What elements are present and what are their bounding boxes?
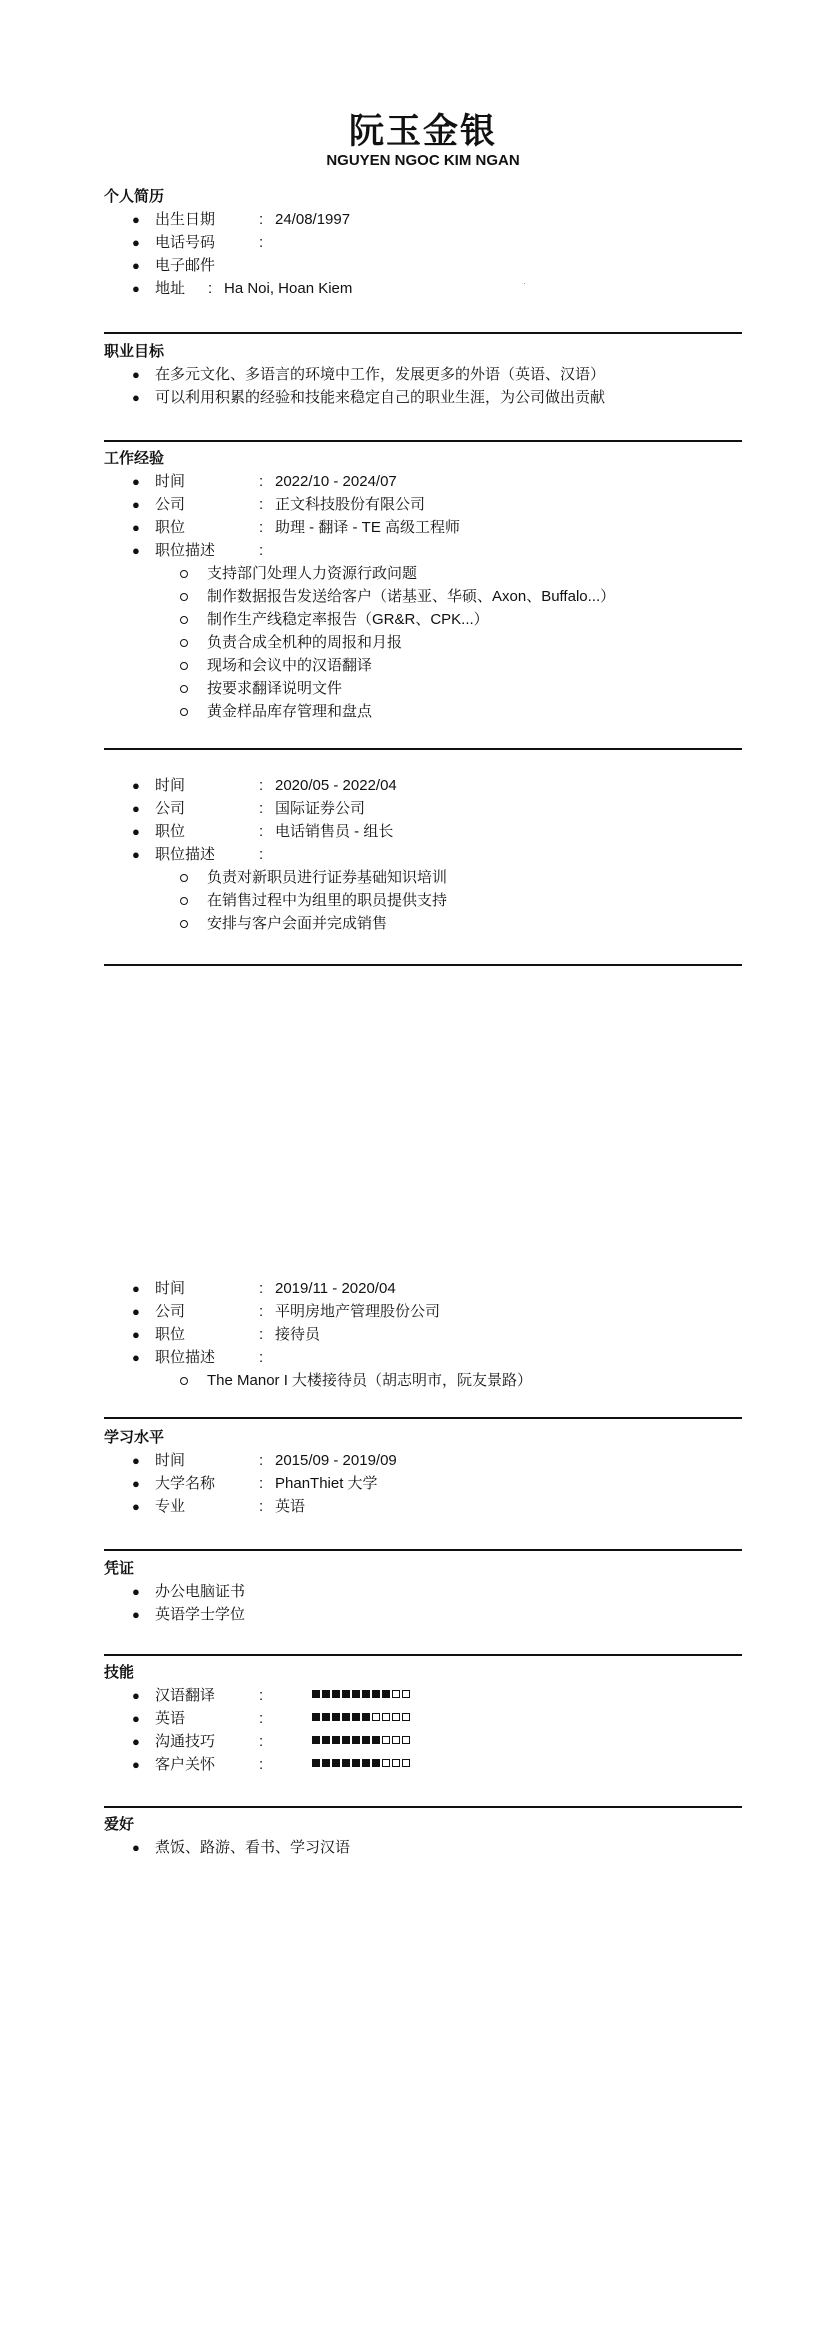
colon: : <box>259 1475 264 1492</box>
circle-bullet <box>180 639 188 647</box>
field-label: 专业 <box>155 1498 186 1515</box>
skill-square-filled <box>322 1690 330 1698</box>
job-position <box>104 820 742 843</box>
colon: : <box>259 496 264 513</box>
skill-square-filled <box>352 1736 360 1744</box>
field-label: 大学名称 <box>155 1475 216 1492</box>
skill-square-filled <box>372 1690 380 1698</box>
colon: : <box>259 1687 264 1704</box>
colon: : <box>259 1498 264 1515</box>
colon: : <box>208 280 213 297</box>
duty-item <box>104 654 742 677</box>
education-section <box>104 1427 742 1518</box>
colon: : <box>259 234 264 251</box>
skill-square-filled <box>322 1736 330 1744</box>
job-company <box>104 797 742 820</box>
colon: : <box>259 1326 264 1343</box>
field-value: 接待员 <box>275 1326 321 1343</box>
field-value: PhanThiet 大学 <box>275 1475 378 1492</box>
skill-square-filled <box>362 1759 370 1767</box>
skill-square-empty <box>392 1759 400 1767</box>
field-label: 英语 <box>155 1710 186 1727</box>
duty-item <box>104 889 742 912</box>
circle-bullet <box>180 662 188 670</box>
field-label: 职位 <box>155 823 186 840</box>
field-value: 助理 - 翻译 - TE 高级工程师 <box>275 519 460 536</box>
divider <box>104 1654 742 1656</box>
skill-square-filled <box>342 1759 350 1767</box>
duty-item <box>104 1369 742 1392</box>
skill-square-empty <box>402 1736 410 1744</box>
bullet: ● <box>132 1499 140 1514</box>
bullet: ● <box>132 281 140 296</box>
skill-square-empty <box>392 1690 400 1698</box>
duty-text: 制作生产线稳定率报告（GR&R、CPK...） <box>207 611 489 628</box>
field-label: 出生日期 <box>155 211 216 228</box>
field-label: 职位描述 <box>155 846 216 863</box>
skill-square-empty <box>392 1736 400 1744</box>
duty-item <box>104 866 742 889</box>
circle-bullet <box>180 1377 188 1385</box>
colon: : <box>259 1280 264 1297</box>
bullet: ● <box>132 367 140 382</box>
duty-text: 现场和会议中的汉语翻译 <box>207 657 373 674</box>
field-value: 2020/05 - 2022/04 <box>275 777 397 794</box>
divider <box>104 332 742 334</box>
list-item <box>104 363 742 386</box>
bullet: ● <box>132 778 140 793</box>
field-label: 职位 <box>155 519 186 536</box>
field-value: 正文科技股份有限公司 <box>275 496 426 513</box>
profile-email <box>104 254 742 277</box>
section-title: 凭证 <box>104 1560 135 1577</box>
skill-square-empty <box>402 1713 410 1721</box>
skill-square-filled <box>342 1736 350 1744</box>
circle-bullet <box>180 685 188 693</box>
bullet: ● <box>132 801 140 816</box>
field-label: 时间 <box>155 777 186 794</box>
stray-dot <box>524 283 525 284</box>
skill-square-empty <box>402 1759 410 1767</box>
skill-square-filled <box>332 1736 340 1744</box>
skills-section <box>104 1662 742 1776</box>
hobbies-section <box>104 1814 742 1859</box>
colon: : <box>259 846 264 863</box>
job-description <box>104 1346 742 1369</box>
field-value: 2022/10 - 2024/07 <box>275 473 397 490</box>
skill-square-empty <box>402 1690 410 1698</box>
bullet: ● <box>132 824 140 839</box>
field-value: Ha Noi, Hoan Kiem <box>224 280 353 297</box>
objective-section <box>104 341 742 409</box>
profile-birthdate <box>104 208 742 231</box>
skill-square-filled <box>342 1690 350 1698</box>
divider <box>104 1549 742 1551</box>
bullet: ● <box>132 1711 140 1726</box>
field-label: 职位 <box>155 1326 186 1343</box>
edu-university <box>104 1472 742 1495</box>
bullet: ● <box>132 1476 140 1491</box>
edu-time <box>104 1449 742 1472</box>
profile-address <box>104 277 742 300</box>
colon: : <box>259 211 264 228</box>
skill-square-filled <box>312 1736 320 1744</box>
item-text: 煮饭、路游、看书、学习汉语 <box>155 1839 351 1856</box>
divider <box>104 748 742 750</box>
field-value: 国际证券公司 <box>275 800 366 817</box>
colon: : <box>259 823 264 840</box>
skill-square-filled <box>362 1736 370 1744</box>
bullet: ● <box>132 1304 140 1319</box>
skill-meter <box>312 1690 410 1698</box>
circle-bullet <box>180 570 188 578</box>
section-title: 技能 <box>104 1664 135 1681</box>
duty-text: 支持部门处理人力资源行政问题 <box>207 565 418 582</box>
bullet: ● <box>132 543 140 558</box>
duty-item <box>104 631 742 654</box>
skill-square-filled <box>372 1736 380 1744</box>
skill-square-filled <box>352 1759 360 1767</box>
duty-text: The Manor I 大楼接待员（胡志明市，阮友景路） <box>207 1372 533 1389</box>
bullet: ● <box>132 1840 140 1855</box>
duty-text: 按要求翻译说明文件 <box>207 680 343 697</box>
skill-square-filled <box>332 1690 340 1698</box>
skill-square-filled <box>312 1690 320 1698</box>
duty-item <box>104 912 742 935</box>
field-value: 2015/09 - 2019/09 <box>275 1452 397 1469</box>
job-description <box>104 843 742 866</box>
duty-text: 在销售过程中为组里的职员提供支持 <box>207 892 448 909</box>
edu-major <box>104 1495 742 1518</box>
field-label: 汉语翻译 <box>155 1687 216 1704</box>
section-title: 工作经验 <box>104 450 165 467</box>
divider <box>104 1417 742 1419</box>
field-label: 电话号码 <box>155 234 216 251</box>
profile-phone <box>104 231 742 254</box>
skill-square-filled <box>312 1713 320 1721</box>
skill-square-filled <box>362 1713 370 1721</box>
bullet: ● <box>132 1757 140 1772</box>
list-item <box>104 1603 742 1626</box>
skill-row <box>104 1753 742 1776</box>
skill-meter <box>312 1713 410 1721</box>
job-position <box>104 1323 742 1346</box>
duty-item <box>104 700 742 723</box>
colon: : <box>259 473 264 490</box>
skill-square-empty <box>372 1713 380 1721</box>
bullet: ● <box>132 212 140 227</box>
field-value: 24/08/1997 <box>275 211 351 228</box>
duty-item <box>104 585 742 608</box>
item-text: 在多元文化、多语言的环境中工作，发展更多的外语（英语、汉语） <box>155 366 606 383</box>
job-time <box>104 774 742 797</box>
skill-meter <box>312 1736 410 1744</box>
circle-bullet <box>180 874 188 882</box>
field-label: 时间 <box>155 473 186 490</box>
field-value: 2019/11 - 2020/04 <box>275 1280 396 1297</box>
field-label: 职位描述 <box>155 1349 216 1366</box>
circle-bullet <box>180 920 188 928</box>
colon: : <box>259 1349 264 1366</box>
bullet: ● <box>132 235 140 250</box>
divider <box>104 1806 742 1808</box>
bullet: ● <box>132 1607 140 1622</box>
duty-text: 负责对新职员进行证券基础知识培训 <box>207 869 448 886</box>
skill-row <box>104 1707 742 1730</box>
circle-bullet <box>180 708 188 716</box>
bullet: ● <box>132 390 140 405</box>
duty-text: 黄金样品库存管理和盘点 <box>207 703 373 720</box>
work-section <box>104 448 742 723</box>
colon: : <box>259 519 264 536</box>
skill-square-empty <box>392 1713 400 1721</box>
skill-square-empty <box>382 1713 390 1721</box>
field-label: 公司 <box>155 800 186 817</box>
job-description <box>104 539 742 562</box>
skill-square-filled <box>382 1690 390 1698</box>
item-text: 可以利用积累的经验和技能来稳定自己的职业生涯，为公司做出贡献 <box>155 389 606 406</box>
job-company <box>104 493 742 516</box>
skill-square-filled <box>352 1713 360 1721</box>
duty-text: 制作数据报告发送给客户（诺基亚、华硕、Axon、Buffalo...） <box>207 588 616 605</box>
field-label: 职位描述 <box>155 542 216 559</box>
colon: : <box>259 1733 264 1750</box>
skill-square-filled <box>322 1759 330 1767</box>
skill-square-empty <box>382 1736 390 1744</box>
field-value: 电话销售员 - 组长 <box>275 823 394 840</box>
colon: : <box>259 1756 264 1773</box>
section-title: 爱好 <box>104 1816 135 1833</box>
job-time <box>104 1277 742 1300</box>
section-title: 学习水平 <box>104 1429 165 1446</box>
colon: : <box>259 800 264 817</box>
skill-row <box>104 1730 742 1753</box>
divider <box>104 440 742 442</box>
colon: : <box>259 1710 264 1727</box>
skill-square-filled <box>332 1759 340 1767</box>
bullet: ● <box>132 474 140 489</box>
list-item <box>104 1836 742 1859</box>
field-label: 电子邮件 <box>155 257 216 274</box>
bullet: ● <box>132 1584 140 1599</box>
skill-square-filled <box>352 1690 360 1698</box>
circle-bullet <box>180 897 188 905</box>
name-chinese: 阮玉金银 <box>348 112 497 151</box>
colon: : <box>259 542 264 559</box>
colon: : <box>259 1452 264 1469</box>
certificates-section <box>104 1558 742 1626</box>
bullet: ● <box>132 1281 140 1296</box>
skill-square-filled <box>342 1713 350 1721</box>
skill-square-filled <box>362 1690 370 1698</box>
job-block <box>104 1277 742 1392</box>
bullet: ● <box>132 258 140 273</box>
job-time <box>104 470 742 493</box>
item-text: 英语学士学位 <box>155 1606 246 1623</box>
colon: : <box>259 1303 264 1320</box>
skill-row <box>104 1684 742 1707</box>
duty-item <box>104 562 742 585</box>
circle-bullet <box>180 616 188 624</box>
field-label: 地址 <box>155 280 186 297</box>
field-label: 沟通技巧 <box>155 1733 216 1750</box>
name-english: NGUYEN NGOC KIM NGAN <box>326 152 520 169</box>
skill-square-filled <box>312 1759 320 1767</box>
field-label: 公司 <box>155 1303 186 1320</box>
colon: : <box>259 777 264 794</box>
skill-square-empty <box>382 1759 390 1767</box>
job-block <box>104 774 742 935</box>
field-label: 时间 <box>155 1280 186 1297</box>
field-label: 公司 <box>155 496 186 513</box>
skill-square-filled <box>322 1713 330 1721</box>
skill-square-filled <box>332 1713 340 1721</box>
bullet: ● <box>132 1453 140 1468</box>
bullet: ● <box>132 1350 140 1365</box>
bullet: ● <box>132 1327 140 1342</box>
duty-text: 安排与客户会面并完成销售 <box>207 915 388 932</box>
bullet: ● <box>132 1688 140 1703</box>
field-label: 时间 <box>155 1452 186 1469</box>
skill-meter <box>312 1759 410 1767</box>
field-value: 平明房地产管理股份公司 <box>275 1303 441 1320</box>
duty-text: 负责合成全机种的周报和月报 <box>207 634 403 651</box>
section-title: 个人简历 <box>104 188 165 205</box>
bullet: ● <box>132 497 140 512</box>
field-label: 客户关怀 <box>155 1756 216 1773</box>
duty-item <box>104 608 742 631</box>
duty-item <box>104 677 742 700</box>
circle-bullet <box>180 593 188 601</box>
profile-section <box>104 186 742 300</box>
bullet: ● <box>132 520 140 535</box>
list-item <box>104 386 742 409</box>
list-item <box>104 1580 742 1603</box>
item-text: 办公电脑证书 <box>155 1583 246 1600</box>
skill-square-filled <box>372 1759 380 1767</box>
job-position <box>104 516 742 539</box>
section-title: 职业目标 <box>104 343 165 360</box>
bullet: ● <box>132 847 140 862</box>
field-value: 英语 <box>275 1498 306 1515</box>
bullet: ● <box>132 1734 140 1749</box>
job-company <box>104 1300 742 1323</box>
divider <box>104 964 742 966</box>
